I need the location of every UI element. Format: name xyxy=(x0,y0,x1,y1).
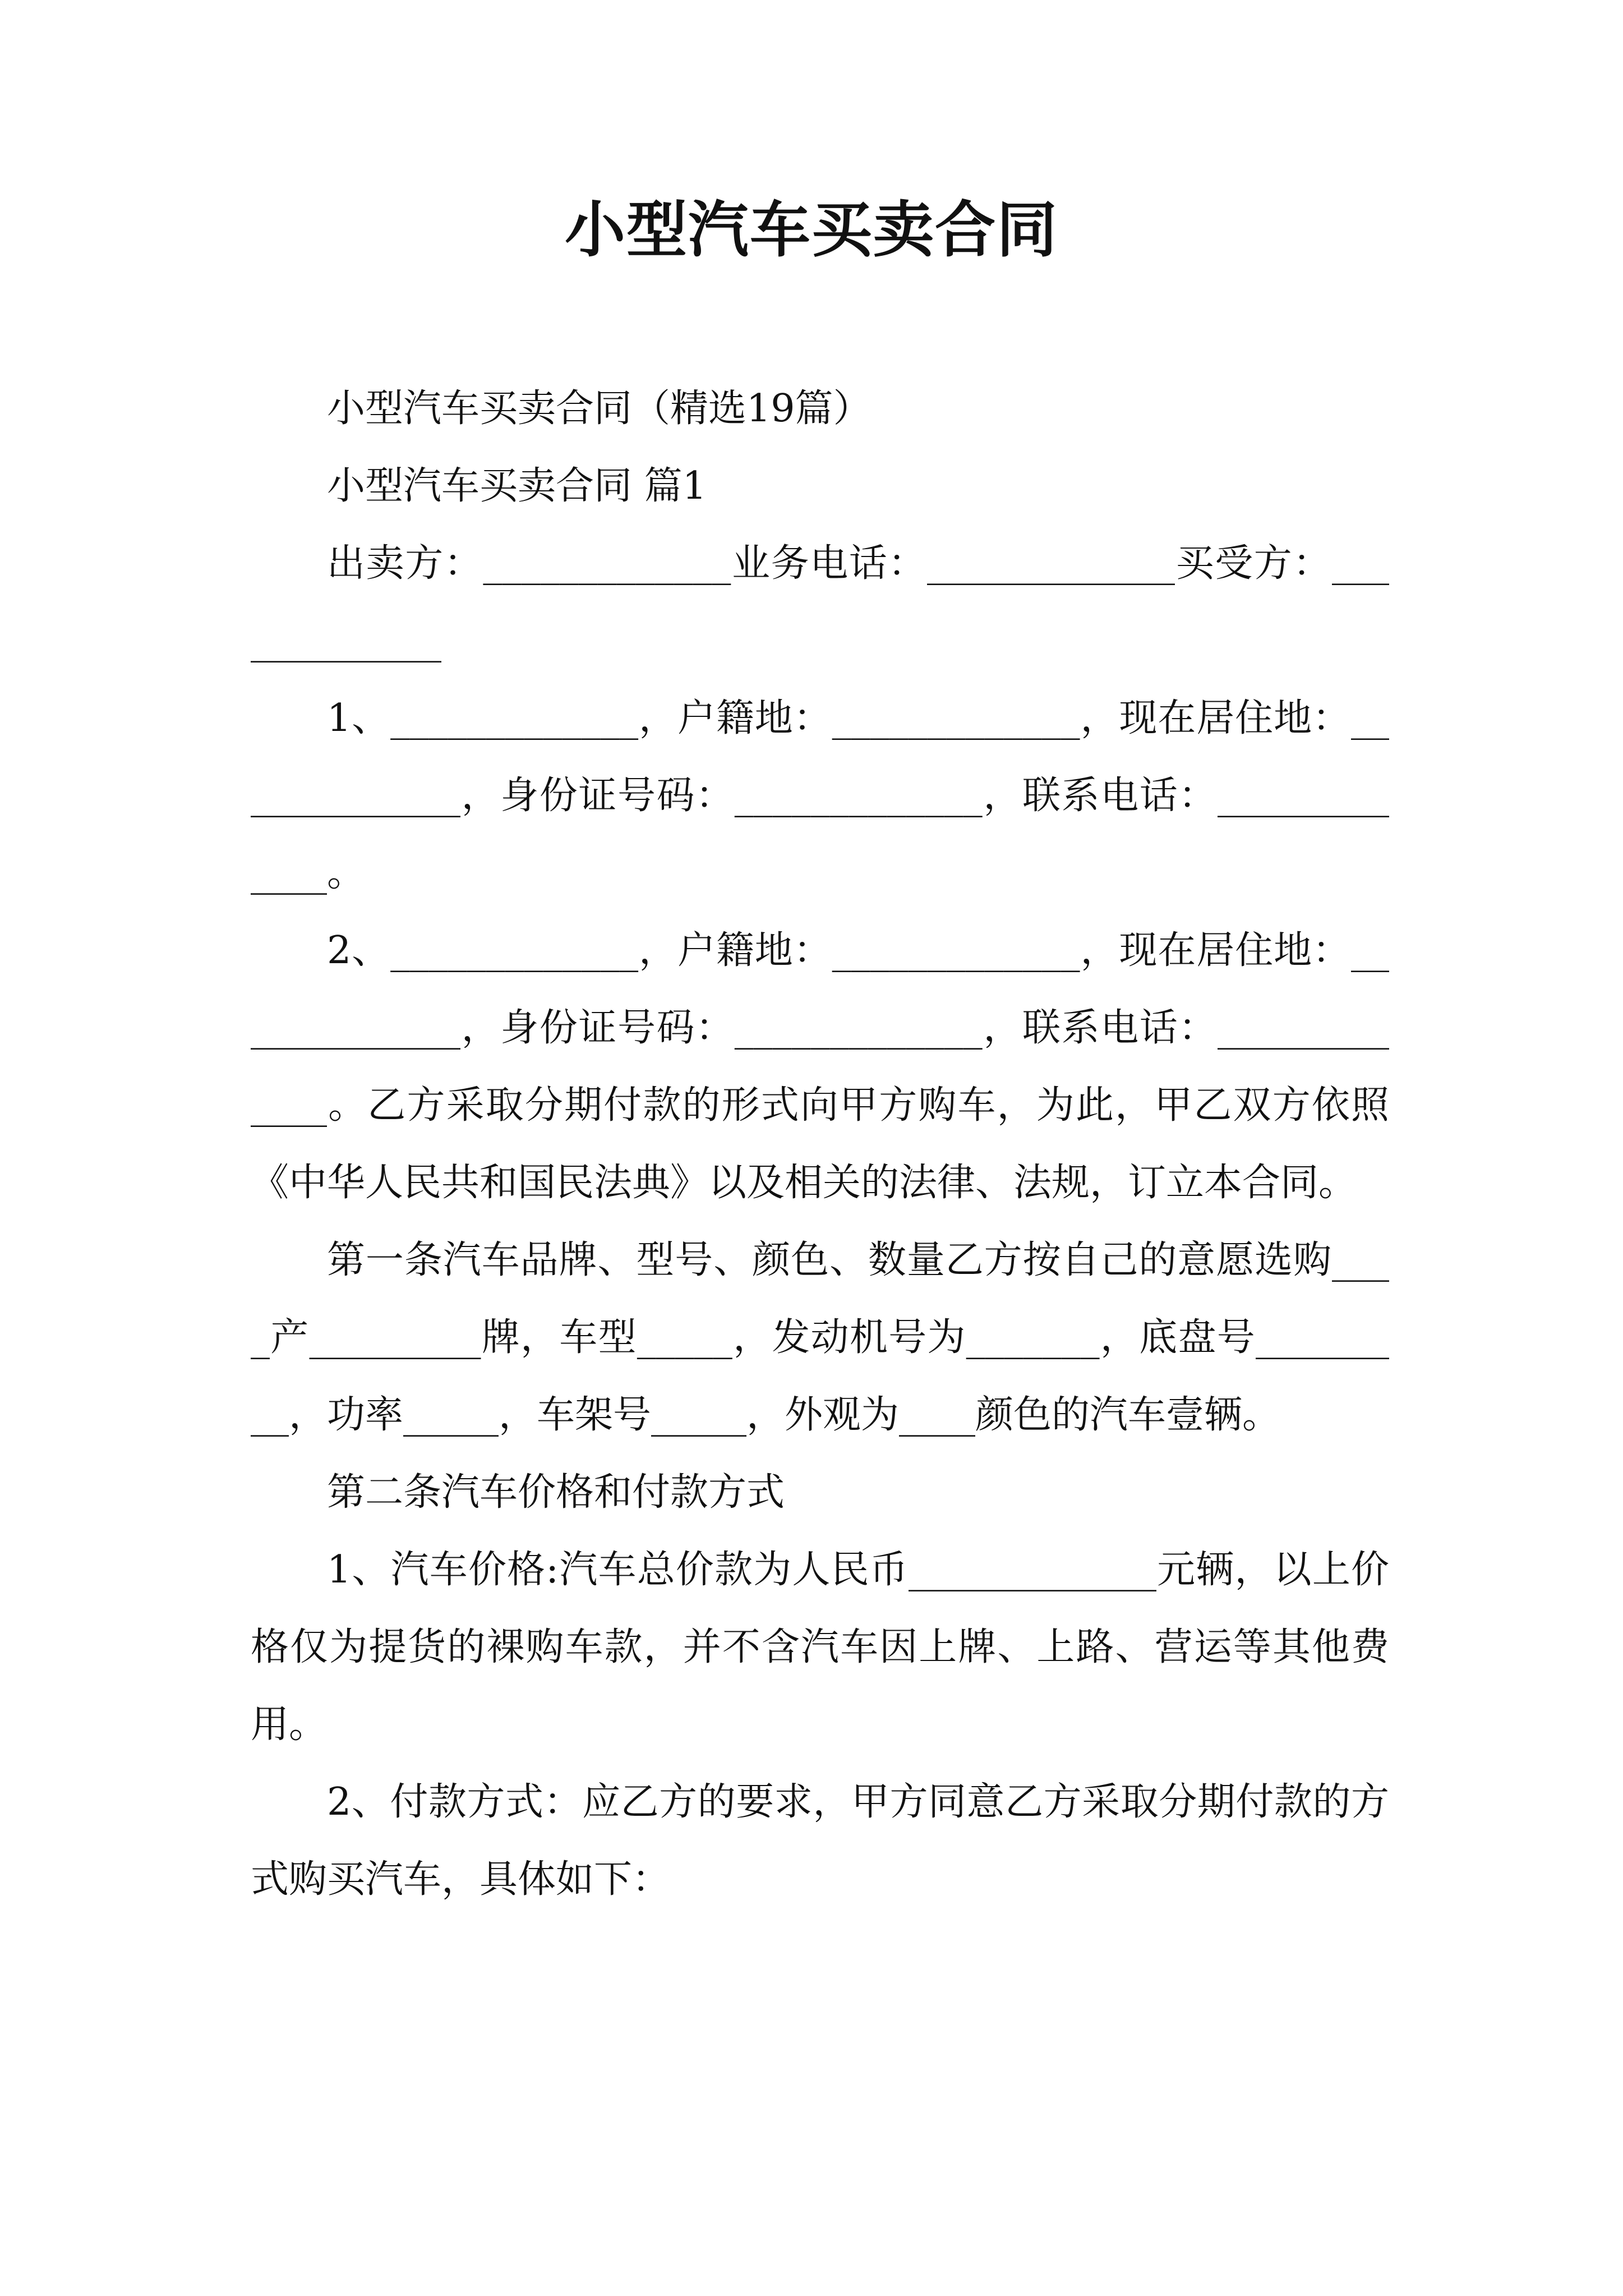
paragraph-party-1: 1、_____________，户籍地：_____________，现在居住地：_____________，身份证号码：_____________，联系电话：_____________。 xyxy=(251,696,1389,895)
document-body xyxy=(251,370,1389,1918)
paragraph-party-2: 2、_____________，户籍地：_____________，现在居住地：_____________，身份证号码：_____________，联系电话：_____________。乙方采取分期付款的形式向甲方购车，为此，甲乙双方依照《中华人民共和国民法典》以及相关的法律、法规，订立本合同。 xyxy=(251,928,1389,1205)
paragraph-price: 1、汽车价格:汽车总价款为人民币_____________元辆，以上价格仅为提货的裸购车款，并不含汽车因上牌、上路、营运等其他费用。 xyxy=(251,1548,1389,1747)
paragraph-article-1: 第一条汽车品牌、型号、颜色、数量乙方按自己的意愿选购____产_________牌，车型_____，发动机号为_______，底盘号_________，功率_____，车架号_____，外观为____颜色的汽车壹辆。 xyxy=(251,1238,1389,1437)
paragraph-article-2-heading: 第二条汽车价格和付款方式 xyxy=(327,1470,785,1515)
paragraph-parties: 出卖方：_____________业务电话：_____________买受方：_____________ xyxy=(251,541,1389,663)
paragraph-section-heading: 小型汽车买卖合同 篇1 xyxy=(327,464,707,508)
document-title: 小型汽车买卖合同 xyxy=(564,195,1058,265)
paragraph-payment: 2、付款方式：应乙方的要求，甲方同意乙方采取分期付款的方式购买汽车，具体如下： xyxy=(251,1780,1389,1902)
paragraph-subtitle: 小型汽车买卖合同（精选19篇） xyxy=(327,386,872,431)
